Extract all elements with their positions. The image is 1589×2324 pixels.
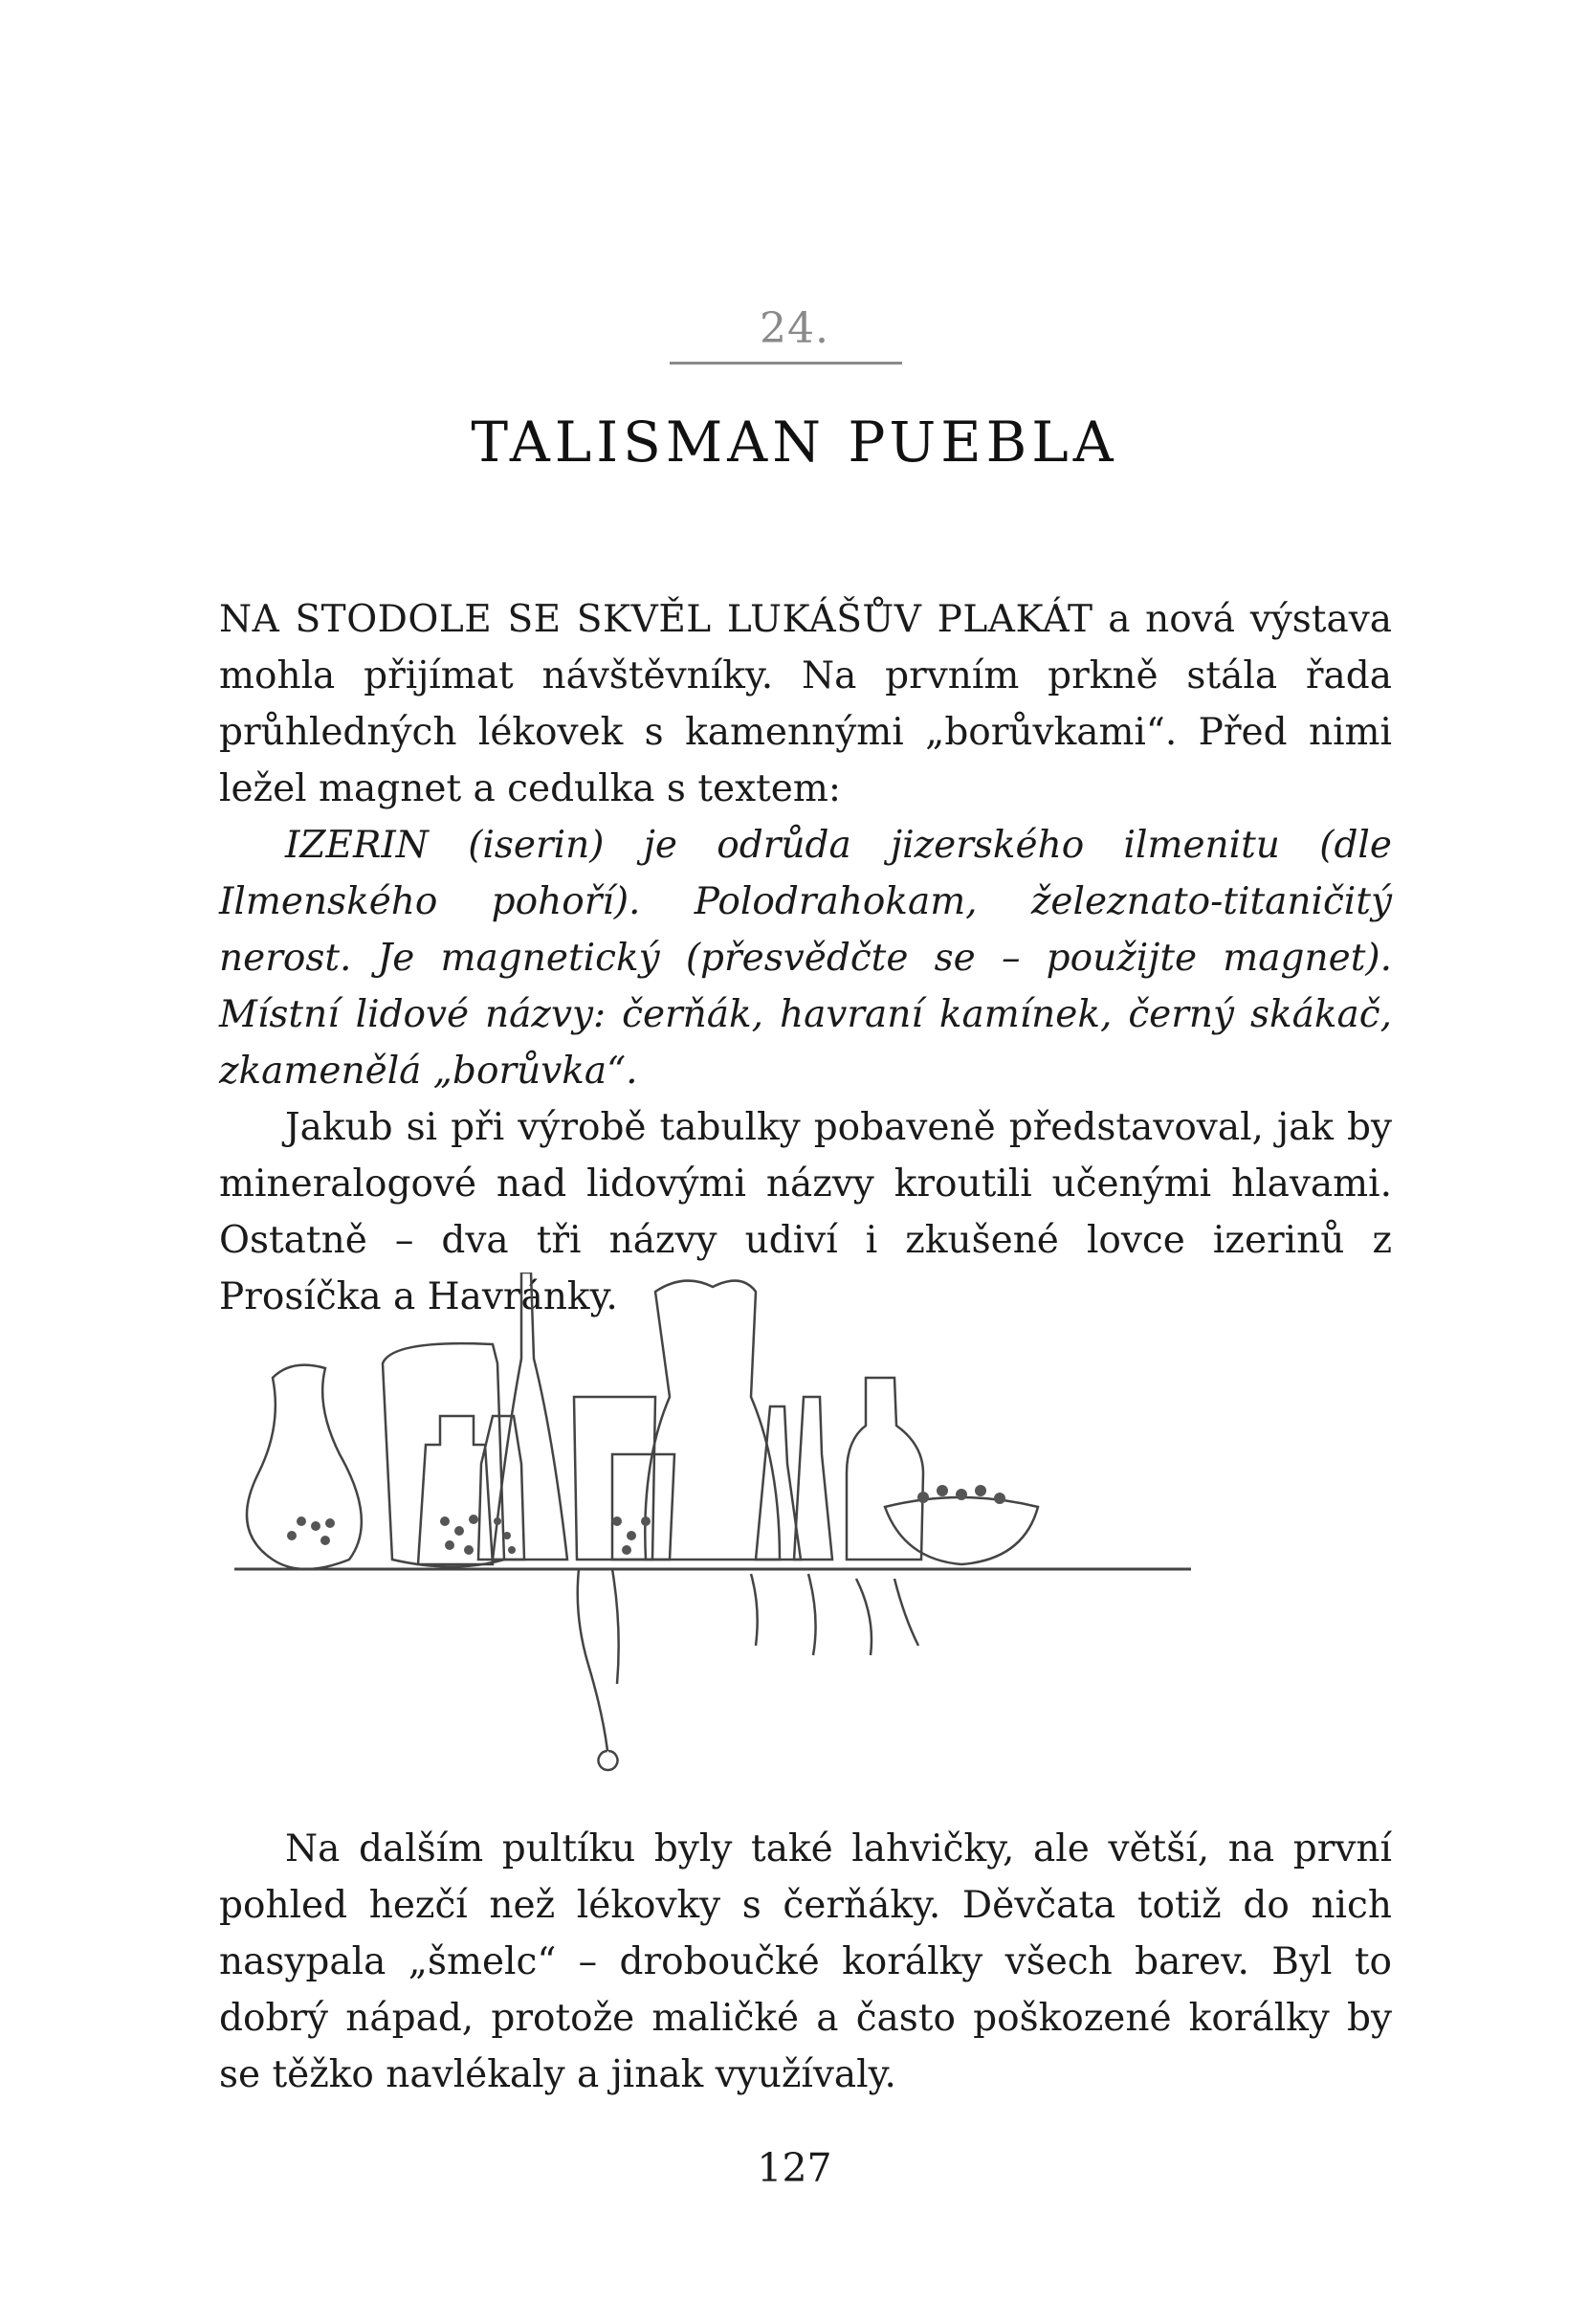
body-text-bottom xyxy=(219,1821,1392,2103)
hanging-beads xyxy=(751,1574,918,1655)
illustration-bottles-on-shelf xyxy=(234,1273,1392,1808)
page-number: 127 xyxy=(757,2145,832,2191)
right-bottle-2-sketch xyxy=(794,1397,832,1560)
paragraph-1-rest: a nová výstava mohla přijímat návštěvníky. Na prvním prkně stála řada průhledných lékovek s kamennými „borůvkami“. Před nimi ležel magnet a cedulka s textem: xyxy=(219,598,1392,810)
paragraph-4: Na dalším pultíku byly také lahvičky, ale větší, na první pohled hezčí než lékovky s čerňáky. Děvčata totiž do nich nasypala „šmelc“ – droboučké korálky všech barev. Byl to dobrý nápad, protože maličké a často poškozené korálky by se těžko navlékaly a jinak využívaly. xyxy=(219,1827,1392,2096)
bowl-sketch xyxy=(885,1497,1038,1564)
paragraph-2-label-text: IZERIN (iserin) je odrůda jizerského ilmenitu (dle Ilmenského pohoří). Polodrahokam, železnato-titaničitý nerost. Je magnetický (přesvědčte se – použijte magnet). Místní lidové názvy: čerňák, havraní kamínek, černý skákač, zkamenělá „borůvka“. xyxy=(219,824,1392,1093)
chapter-title: TALISMAN PUEBLA xyxy=(471,409,1118,475)
paragraph-3: Jakub si při výrobě tabulky pobaveně představoval, jak by mineralogové nad lidovými názvy kroutili učenými hlavami. Ostatně – dva tři názvy udiví i zkušené lovce izerinů z Prosíčka a Havránky. xyxy=(219,1106,1392,1318)
paragraph-1-lead: NA STODOLE SE SKVĚL LUKÁŠŮV PLAKÁT xyxy=(219,598,1093,641)
cup-sketch xyxy=(612,1454,674,1560)
chapter-number: 24. xyxy=(760,304,829,353)
labeled-bottle-sketch xyxy=(847,1378,923,1560)
vase-sketch xyxy=(247,1365,362,1569)
chapter-divider xyxy=(670,362,902,365)
hanging-necklace xyxy=(578,1569,619,1770)
paragraph-1 xyxy=(219,591,1392,817)
body-text-top xyxy=(219,591,1392,1325)
glass-sketch xyxy=(574,1397,655,1560)
